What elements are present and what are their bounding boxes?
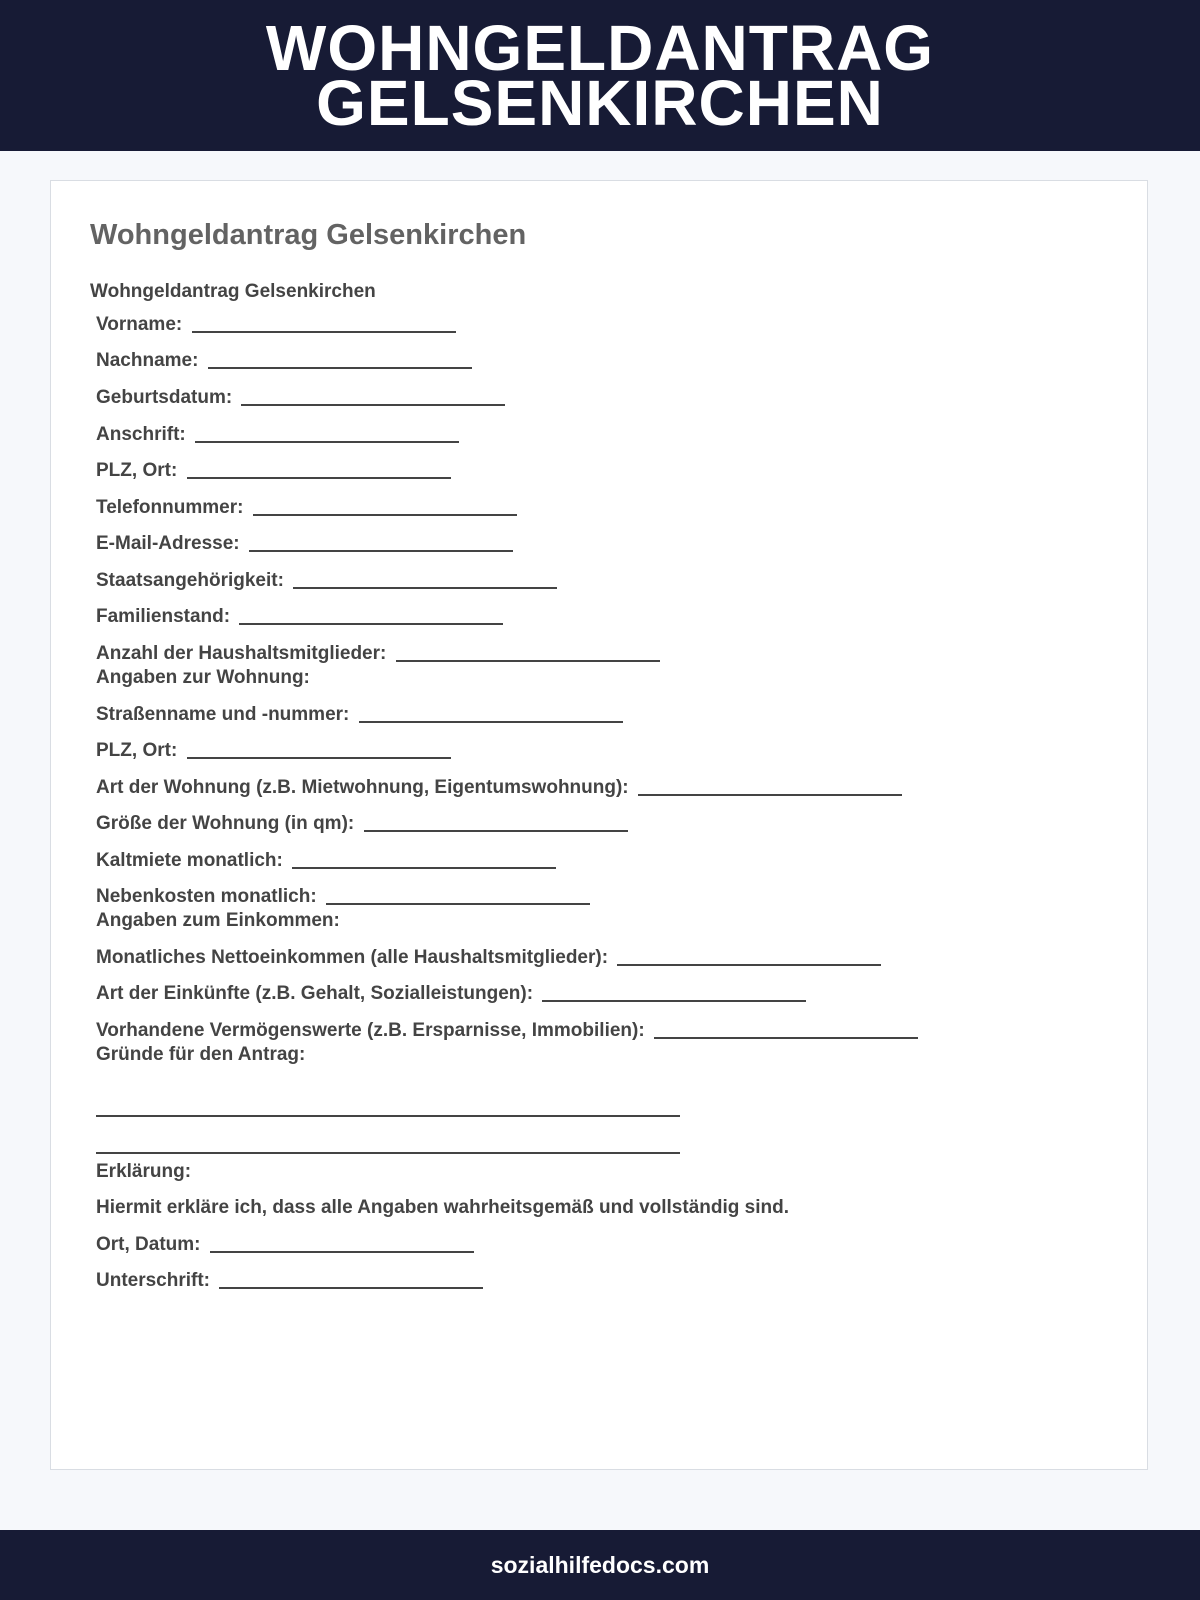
document-card <box>50 180 1148 1470</box>
fill-in-blank[interactable] <box>542 999 806 1002</box>
field-label: Größe der Wohnung (in qm): <box>96 813 355 834</box>
field-email <box>96 533 513 555</box>
banner-title-line-1: WOHNGELDANTRAG <box>265 11 935 84</box>
field-label: Vorname: <box>96 314 183 335</box>
fill-in-blank[interactable] <box>364 829 628 832</box>
field-familienstand <box>96 606 503 628</box>
field-vorname <box>96 314 456 336</box>
field-art-wohnung <box>96 777 902 799</box>
field-haushaltsmitglieder <box>96 643 660 665</box>
fill-in-blank[interactable] <box>195 440 459 443</box>
field-plz-ort-wohnung <box>96 740 451 762</box>
fill-in-blank[interactable] <box>654 1036 918 1039</box>
fill-in-blank[interactable] <box>253 513 517 516</box>
field-vermoegenswerte <box>96 1020 918 1042</box>
fill-in-blank[interactable] <box>359 720 623 723</box>
field-telefonnummer <box>96 497 517 519</box>
field-label: Art der Wohnung (z.B. Mietwohnung, Eigentumswohnung): <box>96 777 629 798</box>
fill-in-blank[interactable] <box>293 586 557 589</box>
field-unterschrift <box>96 1270 483 1292</box>
section-heading-einkommen: Angaben zum Einkommen: <box>96 910 340 931</box>
field-label: Telefonnummer: <box>96 497 244 518</box>
field-label: Straßenname und -nummer: <box>96 704 350 725</box>
field-kaltmiete <box>96 850 556 872</box>
field-groesse-wohnung <box>96 813 628 835</box>
field-label: E-Mail-Adresse: <box>96 533 240 554</box>
field-label: Art der Einkünfte (z.B. Gehalt, Sozialleistungen): <box>96 983 534 1004</box>
field-label: Anschrift: <box>96 424 186 445</box>
field-label: Ort, Datum: <box>96 1234 201 1255</box>
fill-in-blank[interactable] <box>192 330 456 333</box>
fill-in-blank[interactable] <box>187 756 451 759</box>
field-label: Geburtsdatum: <box>96 387 233 408</box>
banner-title-line-2: GELSENKIRCHEN <box>316 66 884 139</box>
field-plz-ort <box>96 460 451 482</box>
field-nettoeinkommen <box>96 947 881 969</box>
reason-line-2[interactable] <box>96 1152 680 1154</box>
field-nachname <box>96 350 472 372</box>
field-nebenkosten <box>96 886 590 908</box>
fill-in-blank[interactable] <box>617 963 881 966</box>
field-label: Unterschrift: <box>96 1270 211 1291</box>
field-label: Kaltmiete monatlich: <box>96 850 283 871</box>
footer-bar <box>0 1530 1200 1600</box>
field-anschrift <box>96 424 459 446</box>
fill-in-blank[interactable] <box>219 1286 483 1289</box>
fill-in-blank[interactable] <box>249 549 513 552</box>
fill-in-blank[interactable] <box>638 793 902 796</box>
fill-in-blank[interactable] <box>292 866 556 869</box>
fill-in-blank[interactable] <box>396 659 660 662</box>
fill-in-blank[interactable] <box>326 902 590 905</box>
document-title: Wohngeldantrag Gelsenkirchen <box>90 219 527 251</box>
fill-in-blank[interactable] <box>241 403 505 406</box>
title-banner <box>0 0 1200 151</box>
field-staatsangehoerigkeit <box>96 570 557 592</box>
section-heading-wohnung: Angaben zur Wohnung: <box>96 667 310 688</box>
field-geburtsdatum <box>96 387 505 409</box>
section-heading-erklaerung: Erklärung: <box>96 1161 192 1182</box>
field-label: Nebenkosten monatlich: <box>96 886 317 907</box>
fill-in-blank[interactable] <box>208 366 472 369</box>
field-label: PLZ, Ort: <box>96 460 178 481</box>
declaration-text: Hiermit erkläre ich, dass alle Angaben wahrheitsgemäß und vollständig sind. <box>96 1197 789 1218</box>
field-label: PLZ, Ort: <box>96 740 178 761</box>
footer-site-link[interactable]: sozialhilfedocs.com <box>490 1551 710 1578</box>
field-art-einkuenfte <box>96 983 806 1005</box>
field-strassenname <box>96 704 623 726</box>
fill-in-blank[interactable] <box>187 476 451 479</box>
field-label: Nachname: <box>96 350 199 371</box>
fill-in-blank[interactable] <box>210 1250 474 1253</box>
section-heading-gruende: Gründe für den Antrag: <box>96 1044 306 1065</box>
form-heading: Wohngeldantrag Gelsenkirchen <box>90 281 376 302</box>
fill-in-blank[interactable] <box>239 622 503 625</box>
field-label: Staatsangehörigkeit: <box>96 570 284 591</box>
field-label: Familienstand: <box>96 606 231 627</box>
field-label: Monatliches Nettoeinkommen (alle Haushaltsmitglieder): <box>96 947 609 968</box>
field-ort-datum <box>96 1234 474 1256</box>
reason-line-1[interactable] <box>96 1115 680 1117</box>
field-label: Anzahl der Haushaltsmitglieder: <box>96 643 387 664</box>
field-label: Vorhandene Vermögenswerte (z.B. Ersparnisse, Immobilien): <box>96 1020 645 1041</box>
